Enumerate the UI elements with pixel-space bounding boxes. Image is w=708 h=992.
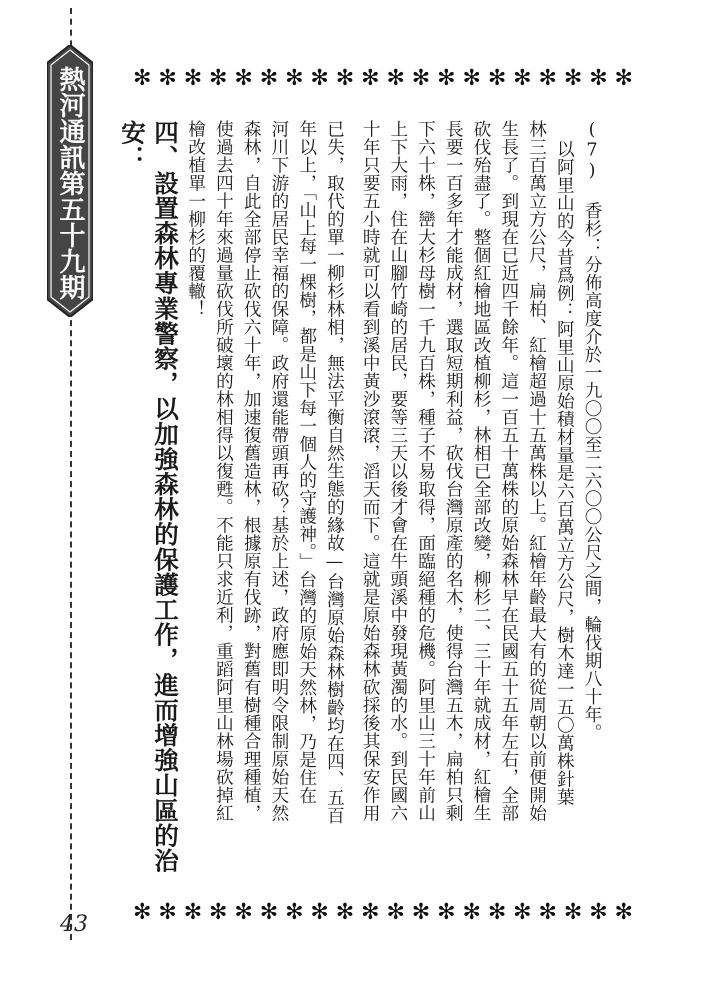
text-column: 林三百萬立方公尺，扁柏、紅檜超過十五萬株以上。紅檜年齡最大有的從周朝以前便開始 bbox=[526, 120, 547, 822]
star-ornament-icon: ✻ bbox=[437, 899, 456, 925]
star-ornament-icon: ✻ bbox=[563, 899, 583, 925]
star-ornament-icon: ✻ bbox=[158, 65, 177, 91]
section-heading: 四、設置森林專業警察，以加強森林的保護工作，進而增強山區的治 bbox=[151, 120, 180, 873]
star-ornament-icon: ✻ bbox=[411, 65, 431, 91]
text-column: 十年只要五小時就可以看到溪中黃沙滾滾，滔天而下。這就是原始森林砍採後其保安作用 bbox=[360, 120, 381, 822]
star-ornament-icon: ✻ bbox=[614, 899, 633, 925]
text-column: 下六十株，巒大杉母樹一千九百株，種子不易取得，面臨絕種的危機。阿里山三十年前山 bbox=[415, 120, 436, 822]
text-column: 上下大雨，住在山腳竹崎的居民，要等三天以後才會在牛頭溪中發現黃濁的水。到民國六 bbox=[387, 120, 408, 822]
star-ornament-icon: ✻ bbox=[462, 899, 481, 925]
text-column: 長要一百多年才能成材，選取短期利益，砍伐台灣原產的名木，使得台灣五木，扁柏只剩 bbox=[443, 120, 464, 822]
star-ornament-icon: ✻ bbox=[361, 899, 380, 925]
star-ornament-icon: ✻ bbox=[259, 65, 279, 91]
star-ornament-icon: ✻ bbox=[437, 65, 456, 91]
text-column: 使過去四十年來過量砍伐所破壞的林相得以復甦。不能只求近利，重蹈阿里山林場砍掉紅 bbox=[213, 120, 234, 822]
star-ornament-icon: ✻ bbox=[589, 65, 608, 91]
dashed-margin-line-bottom bbox=[70, 300, 72, 940]
star-ornament-icon: ✻ bbox=[310, 65, 329, 91]
text-column: (7) 香杉：分佈高度介於一九〇〇至二六〇〇公尺之間，輪伐期八十年。 bbox=[582, 120, 602, 742]
star-ornament-icon: ✻ bbox=[234, 899, 253, 925]
star-ornament-icon: ✻ bbox=[487, 899, 507, 925]
ornament-row-bottom bbox=[133, 901, 633, 923]
section-heading-continued: 安： bbox=[118, 120, 148, 170]
star-ornament-icon: ✻ bbox=[411, 899, 431, 925]
star-ornament-icon: ✻ bbox=[513, 65, 532, 91]
star-ornament-icon: ✻ bbox=[234, 65, 253, 91]
star-ornament-icon: ✻ bbox=[133, 899, 152, 925]
star-ornament-icon: ✻ bbox=[538, 65, 557, 91]
star-ornament-icon: ✻ bbox=[462, 65, 481, 91]
star-ornament-icon: ✻ bbox=[487, 65, 507, 91]
text-column: 已失，取代的單一柳杉林相，無法平衡自然生態的緣故—台灣原始森林樹齡均在四、五百 bbox=[324, 120, 345, 825]
star-ornament-icon: ✻ bbox=[589, 899, 608, 925]
ornament-row-top bbox=[133, 67, 633, 89]
star-ornament-icon: ✻ bbox=[563, 65, 583, 91]
star-ornament-icon: ✻ bbox=[310, 899, 329, 925]
text-column: 河川下游的居民幸福的保障。政府還能帶頭再砍？基於上述，政府應即明令限制原始天然 bbox=[268, 120, 289, 822]
star-ornament-icon: ✻ bbox=[386, 65, 405, 91]
star-ornament-icon: ✻ bbox=[538, 899, 557, 925]
star-ornament-icon: ✻ bbox=[361, 65, 380, 91]
star-ornament-icon: ✻ bbox=[285, 65, 304, 91]
vertical-text-body bbox=[118, 120, 608, 892]
header-title: 熱河通訊第五十九期 bbox=[55, 66, 85, 300]
text-column: 森林，自此全部停止砍伐六十年，加速復舊造林，根據原有伐跡，對舊有樹種合理種植， bbox=[241, 120, 262, 822]
text-column: 檜改植單一柳杉的覆轍！ bbox=[185, 120, 206, 318]
text-column: 年以上，「山上每一棵樹，都是山下每一個人的守護神。」台灣的原始天然林，乃是住在 bbox=[296, 120, 317, 805]
star-ornament-icon: ✻ bbox=[183, 899, 203, 925]
text-column: 砍伐殆盡了。整個紅檜地區改植柳杉，林相已全部改變，柳杉二、三十年就成材，紅檜生 bbox=[471, 120, 492, 822]
star-ornament-icon: ✻ bbox=[259, 899, 279, 925]
star-ornament-icon: ✻ bbox=[335, 65, 355, 91]
star-ornament-icon: ✻ bbox=[335, 899, 355, 925]
star-ornament-icon: ✻ bbox=[209, 65, 228, 91]
star-ornament-icon: ✻ bbox=[285, 899, 304, 925]
star-ornament-icon: ✻ bbox=[386, 899, 405, 925]
star-ornament-icon: ✻ bbox=[133, 65, 152, 91]
text-column: 生長了。到現在已近四千餘年。這一百五十萬株的原始森林早在民國五十五年左右，全部 bbox=[498, 120, 519, 822]
star-ornament-icon: ✻ bbox=[614, 65, 633, 91]
star-ornament-icon: ✻ bbox=[209, 899, 228, 925]
page-number: 43 bbox=[60, 912, 88, 937]
star-ornament-icon: ✻ bbox=[158, 899, 177, 925]
text-column: 以阿里山的今昔爲例：阿里山原始積材量是六百萬立方公尺，樹木達一五〇萬株針葉 bbox=[554, 140, 575, 806]
header-banner bbox=[47, 45, 93, 317]
star-ornament-icon: ✻ bbox=[513, 899, 532, 925]
star-ornament-icon: ✻ bbox=[183, 65, 203, 91]
